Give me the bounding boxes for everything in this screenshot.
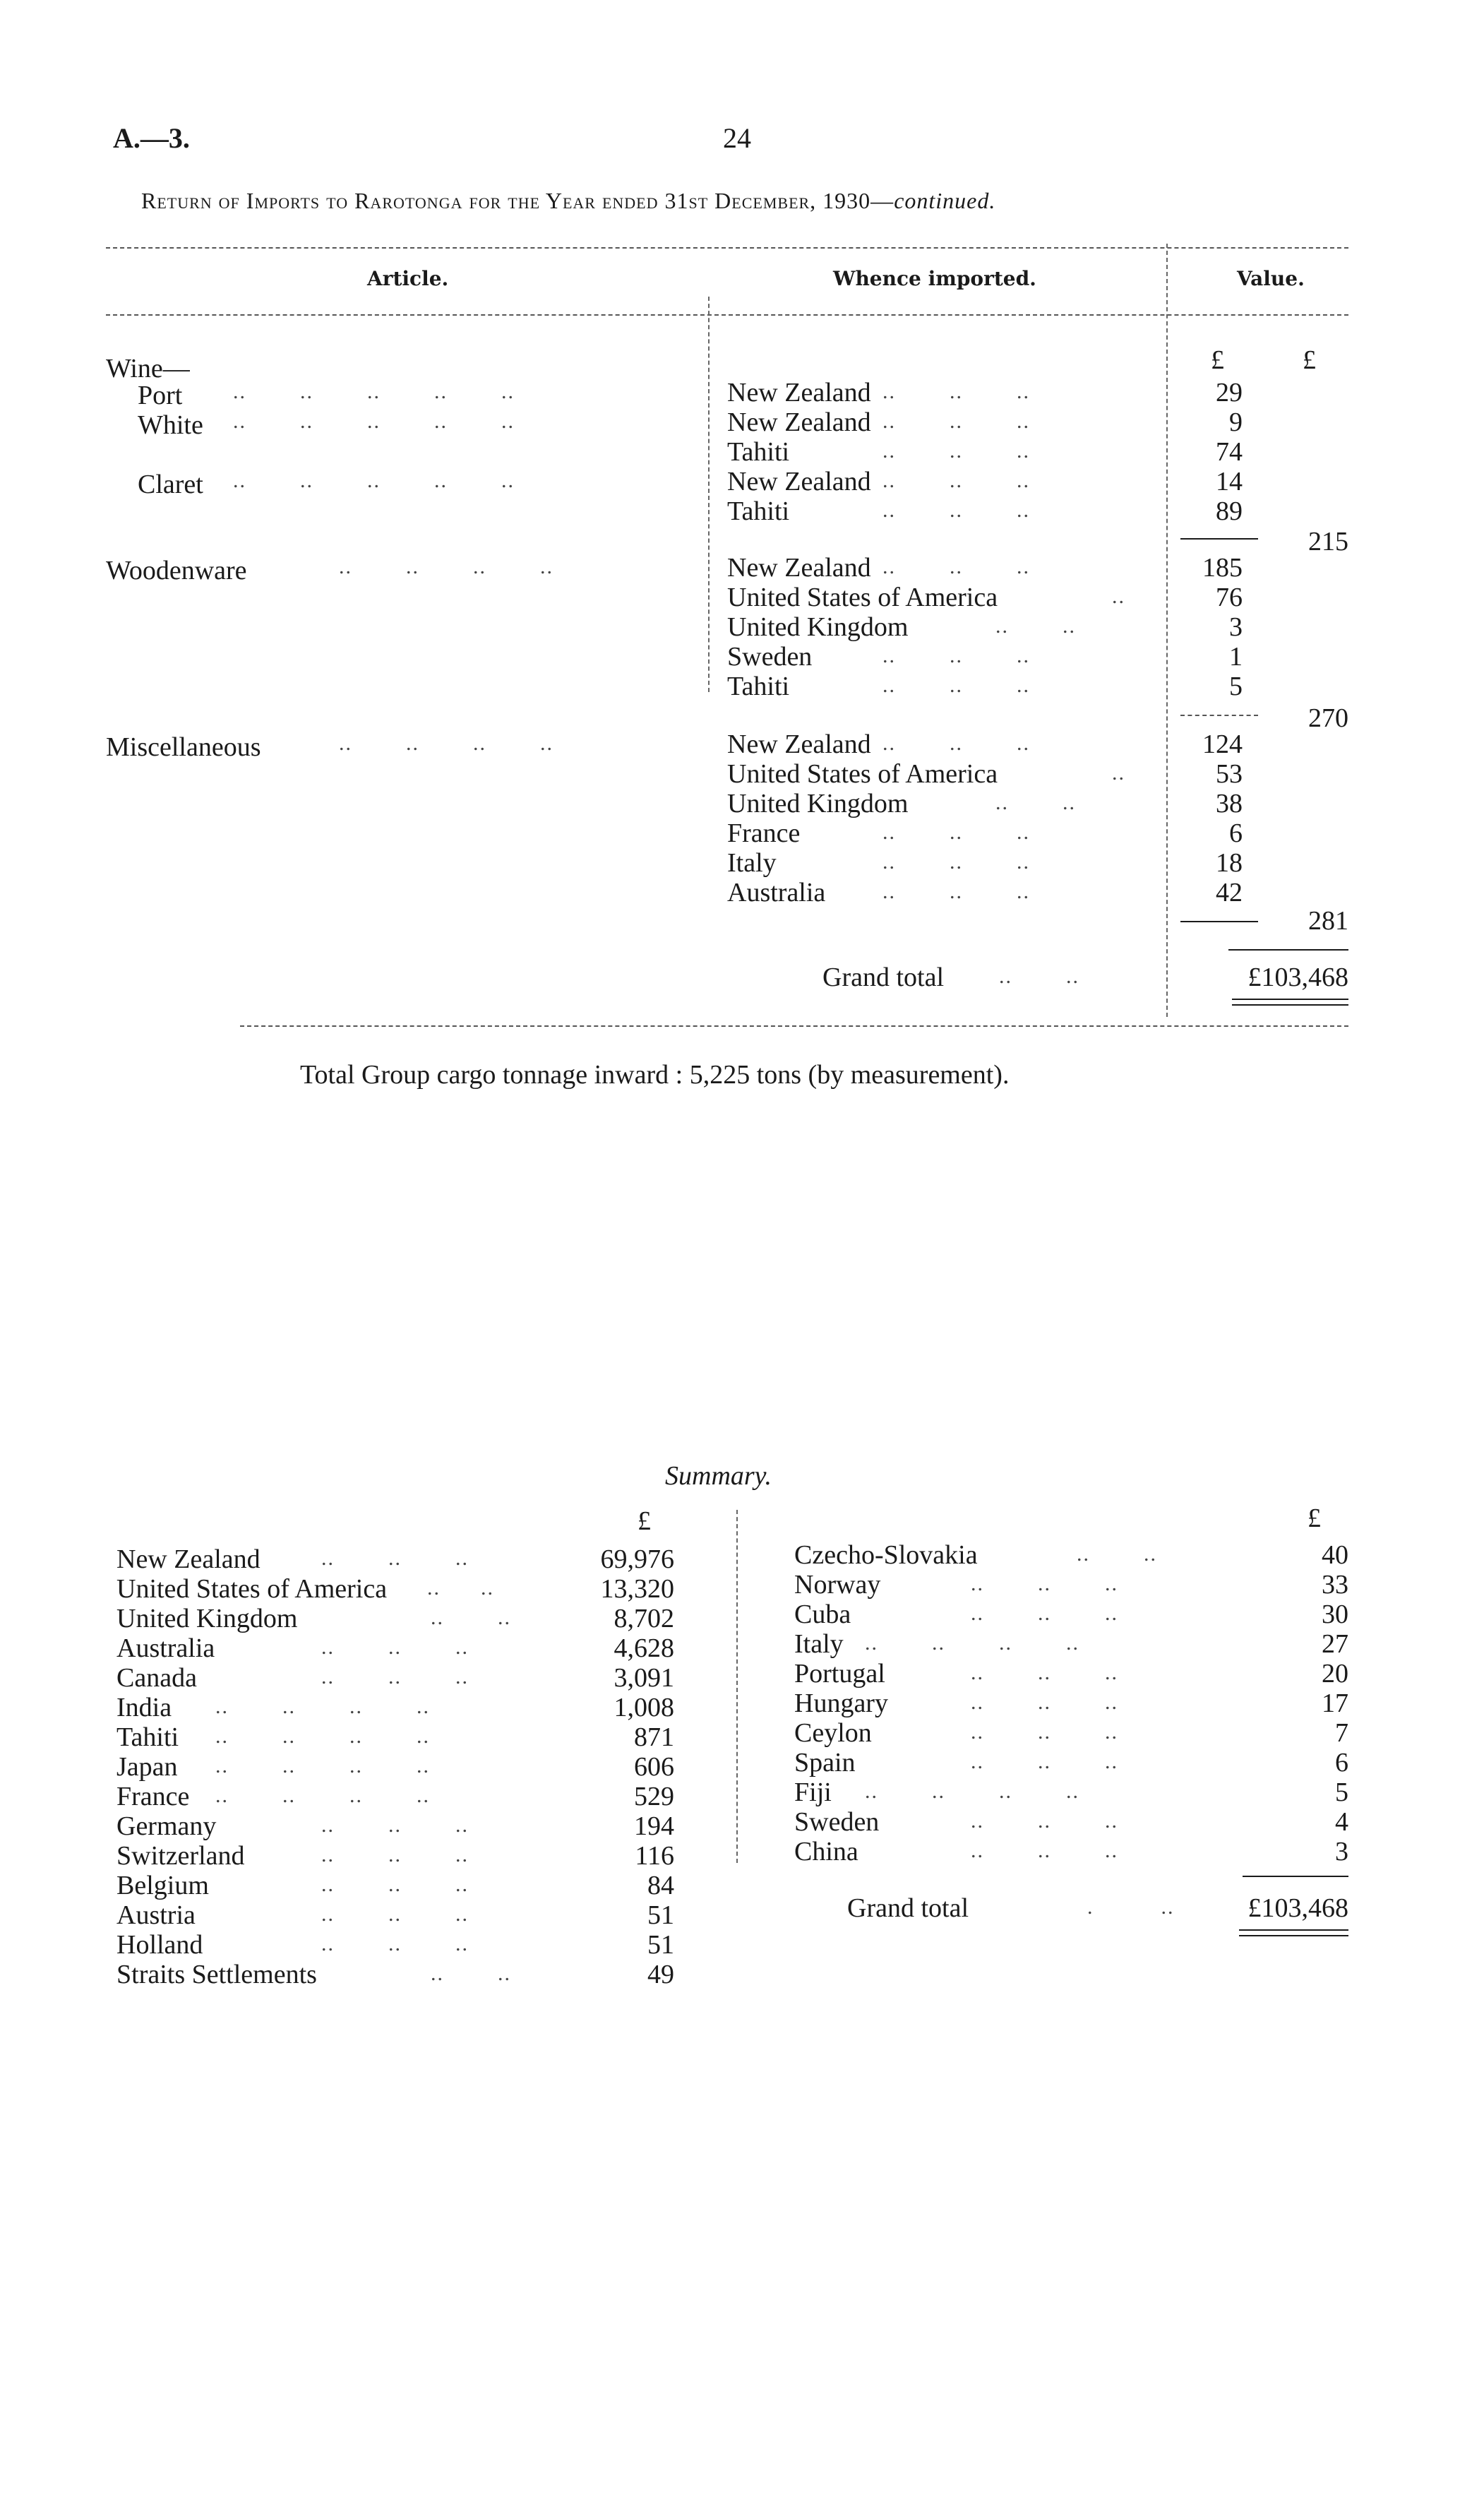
summary-value: 33: [1322, 1570, 1348, 1600]
leader-dots: .. .. ..: [882, 410, 1030, 433]
country-cell: Tahiti: [727, 672, 790, 701]
grand-total-value: £103,468: [1247, 963, 1348, 992]
column-divider-left: [708, 297, 710, 692]
value-cell: 185: [1202, 553, 1243, 583]
summary-value: 27: [1322, 1629, 1348, 1659]
double-rule-top: [1239, 1929, 1348, 1931]
table-title-continued: continued.: [894, 188, 996, 213]
summary-title: Summary.: [665, 1461, 772, 1491]
table-top-rule: [106, 247, 1348, 249]
summary-value: 30: [1322, 1600, 1348, 1629]
summary-country: Holland: [116, 1930, 203, 1960]
summary-country: Hungary: [794, 1689, 888, 1718]
value-cell: 29: [1216, 378, 1243, 407]
summary-value: 4: [1335, 1807, 1348, 1837]
leader-dots: .. .. ..: [971, 1572, 1118, 1595]
leader-dots: .. .. .. ..: [215, 1695, 430, 1718]
summary-country: Germany: [116, 1811, 217, 1841]
summary-country: United Kingdom: [116, 1604, 298, 1633]
summary-total-rule: [1243, 1876, 1348, 1877]
value-cell: 3: [1229, 612, 1243, 642]
leader-dots: .. .. .. ..: [215, 1784, 430, 1807]
group-total: 270: [1308, 703, 1348, 733]
summary-country: Tahiti: [116, 1722, 179, 1752]
leader-dots: .. .. ..: [971, 1691, 1118, 1714]
summary-value: 69,976: [600, 1544, 674, 1574]
leader-dots: .. ..: [999, 965, 1079, 988]
leader-dots: .. .. ..: [971, 1809, 1118, 1833]
value-cell: 5: [1229, 672, 1243, 701]
value-cell: 53: [1216, 759, 1243, 789]
country-cell: New Zealand: [727, 407, 871, 437]
leader-dots: .. .. ..: [882, 469, 1030, 492]
summary-value: 871: [634, 1722, 674, 1752]
value-cell: 42: [1216, 878, 1243, 907]
leader-dots: .. .. ..: [321, 1902, 469, 1926]
leader-dots: .. ..: [995, 791, 1076, 814]
summary-value: 606: [634, 1752, 674, 1782]
value-cell: 18: [1216, 848, 1243, 878]
country-cell: New Zealand: [727, 553, 871, 583]
summary-country: Cuba: [794, 1600, 851, 1629]
leader-dots: .. ..: [427, 1576, 494, 1600]
leader-dots: .. ..: [1077, 1542, 1157, 1566]
summary-value: 529: [634, 1782, 674, 1811]
value-cell: 74: [1216, 437, 1243, 467]
leader-dots: ..: [1112, 585, 1125, 608]
value-cell: 6: [1229, 818, 1243, 848]
summary-value: 3: [1335, 1837, 1348, 1866]
subtotal-rule: [1180, 538, 1258, 540]
summary-country: India: [116, 1693, 172, 1722]
country-cell: New Zealand: [727, 467, 871, 496]
country-cell: New Zealand: [727, 378, 871, 407]
leader-dots: .. .. ..: [971, 1839, 1118, 1862]
country-cell: United States of America: [727, 583, 998, 612]
leader-dots: .. ..: [431, 1606, 511, 1629]
leader-dots: .. .. ..: [882, 555, 1030, 578]
currency-symbol-summary-right: £: [1308, 1503, 1321, 1533]
leader-dots: .. .. ..: [882, 821, 1030, 844]
summary-grand-total-value: £103,468: [1247, 1893, 1348, 1923]
leader-dots: .. .. ..: [321, 1547, 469, 1570]
summary-value: 51: [647, 1930, 674, 1960]
leader-dots: .. .. ..: [882, 439, 1030, 463]
leader-dots: .. .. .. .. ..: [233, 380, 515, 403]
country-cell: Italy: [727, 848, 777, 878]
article-wine: Wine—: [106, 354, 190, 383]
summary-country: Straits Settlements: [116, 1960, 317, 1989]
summary-value: 5: [1335, 1777, 1348, 1807]
summary-grand-total-label: Grand total: [847, 1893, 969, 1923]
summary-value: 51: [647, 1900, 674, 1930]
group-total: 281: [1308, 906, 1348, 936]
leader-dots: .. .. ..: [321, 1843, 469, 1866]
column-header-article: Article.: [367, 267, 449, 290]
leader-dots: ..: [1112, 761, 1125, 785]
subtotal-rule: [1180, 715, 1258, 716]
summary-country: Sweden: [794, 1807, 880, 1837]
leader-dots: .. ..: [995, 614, 1076, 638]
leader-dots: . ..: [1087, 1895, 1175, 1919]
summary-value: 7: [1335, 1718, 1348, 1748]
leader-dots: .. .. ..: [882, 499, 1030, 522]
country-cell: United Kingdom: [727, 789, 909, 818]
table-title-main: Return of Imports to Rarotonga for the Year ended 31st December, 1930—: [141, 188, 894, 213]
summary-value: 84: [647, 1871, 674, 1900]
summary-country: Czecho-Slovakia: [794, 1540, 978, 1570]
double-rule-bottom: [1232, 1004, 1348, 1006]
leader-dots: .. .. ..: [321, 1665, 469, 1689]
country-cell: Sweden: [727, 642, 813, 672]
leader-dots: .. .. ..: [882, 880, 1030, 903]
summary-value: 3,091: [614, 1663, 674, 1693]
article-miscellaneous: Miscellaneous: [106, 732, 261, 762]
page-number: 24: [723, 122, 751, 154]
summary-divider: [736, 1510, 738, 1863]
tonnage-note: Total Group cargo tonnage inward : 5,225 tons (by measurement).: [300, 1060, 1010, 1090]
summary-value: 4,628: [614, 1633, 674, 1663]
leader-dots: .. .. ..: [971, 1661, 1118, 1684]
table-title: [141, 188, 995, 214]
leader-dots: .. .. ..: [971, 1720, 1118, 1744]
summary-value: 20: [1322, 1659, 1348, 1689]
currency-symbol-totals: £: [1303, 345, 1316, 375]
subtotal-rule: [1180, 921, 1258, 922]
value-cell: 124: [1202, 730, 1243, 759]
leader-dots: .. .. ..: [971, 1750, 1118, 1773]
grand-total-label: Grand total: [822, 963, 945, 992]
table-bottom-rule: [240, 1025, 1348, 1027]
summary-country: China: [794, 1837, 858, 1866]
summary-value: 194: [634, 1811, 674, 1841]
leader-dots: .. .. .. ..: [339, 555, 553, 578]
summary-country: Austria: [116, 1900, 196, 1930]
country-cell: France: [727, 818, 801, 848]
value-cell: 9: [1229, 407, 1243, 437]
summary-value: 49: [647, 1960, 674, 1989]
summary-country: Switzerland: [116, 1841, 245, 1871]
value-cell: 38: [1216, 789, 1243, 818]
article-wine-port: Port: [138, 381, 183, 410]
article-wine-claret: Claret: [138, 470, 203, 499]
summary-country: Canada: [116, 1663, 197, 1693]
leader-dots: .. .. ..: [971, 1602, 1118, 1625]
leader-dots: .. .. ..: [321, 1814, 469, 1837]
leader-dots: .. .. ..: [882, 380, 1030, 403]
country-cell: Tahiti: [727, 496, 790, 526]
summary-value: 1,008: [614, 1693, 674, 1722]
country-cell: United Kingdom: [727, 612, 909, 642]
leader-dots: .. .. ..: [882, 644, 1030, 667]
total-rule: [1228, 949, 1348, 951]
country-cell: Australia: [727, 878, 826, 907]
article-wine-white: White: [138, 410, 203, 440]
leader-dots: .. .. .. ..: [865, 1780, 1079, 1803]
group-total: 215: [1308, 527, 1348, 556]
leader-dots: .. .. ..: [882, 850, 1030, 874]
leader-dots: .. .. ..: [882, 732, 1030, 755]
country-cell: New Zealand: [727, 730, 871, 759]
value-cell: 1: [1229, 642, 1243, 672]
summary-country: Portugal: [794, 1659, 885, 1689]
article-woodenware: Woodenware: [106, 556, 247, 585]
leader-dots: .. .. ..: [321, 1636, 469, 1659]
summary-value: 17: [1322, 1689, 1348, 1718]
summary-value: 40: [1322, 1540, 1348, 1570]
summary-country: Japan: [116, 1752, 178, 1782]
leader-dots: .. .. .. .. ..: [233, 469, 515, 492]
leader-dots: .. .. ..: [321, 1932, 469, 1955]
leader-dots: .. .. .. ..: [339, 732, 553, 755]
value-cell: 89: [1216, 496, 1243, 526]
leader-dots: .. .. .. ..: [865, 1631, 1079, 1655]
leader-dots: .. .. ..: [882, 674, 1030, 697]
summary-country: Fiji: [794, 1777, 832, 1807]
column-header-whence: Whence imported.: [833, 267, 1036, 290]
document-reference: A.—3.: [113, 122, 190, 154]
currency-symbol-summary-left: £: [638, 1506, 651, 1536]
summary-country: United States of America: [116, 1574, 388, 1604]
value-cell: 14: [1216, 467, 1243, 496]
summary-country: New Zealand: [116, 1544, 261, 1574]
summary-value: 116: [635, 1841, 674, 1871]
country-cell: Tahiti: [727, 437, 790, 467]
summary-country: Belgium: [116, 1871, 209, 1900]
summary-value: 13,320: [600, 1574, 674, 1604]
country-cell: United States of America: [727, 759, 998, 789]
summary-value: 6: [1335, 1748, 1348, 1777]
double-rule-top: [1232, 999, 1348, 1000]
summary-country: Australia: [116, 1633, 215, 1663]
summary-value: 8,702: [614, 1604, 674, 1633]
leader-dots: .. ..: [431, 1962, 511, 1985]
leader-dots: .. .. .. ..: [215, 1754, 430, 1777]
leader-dots: .. .. .. ..: [215, 1725, 430, 1748]
summary-country: Italy: [794, 1629, 844, 1659]
leader-dots: .. .. .. .. ..: [233, 410, 515, 433]
leader-dots: .. .. ..: [321, 1873, 469, 1896]
summary-country: Spain: [794, 1748, 856, 1777]
summary-country: Ceylon: [794, 1718, 872, 1748]
value-cell: 76: [1216, 583, 1243, 612]
summary-country: France: [116, 1782, 190, 1811]
double-rule-bottom: [1239, 1935, 1348, 1936]
header-bottom-rule: [106, 314, 1348, 316]
currency-symbol-items: £: [1211, 345, 1224, 375]
summary-country: Norway: [794, 1570, 881, 1600]
column-header-value: Value.: [1237, 267, 1305, 290]
